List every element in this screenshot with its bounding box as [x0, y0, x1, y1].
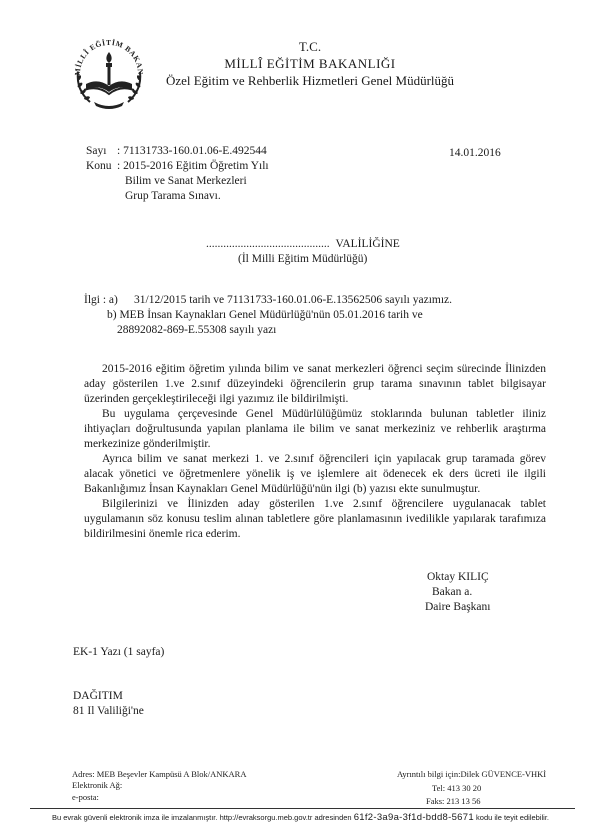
- signer-title-2: Daire Başkanı: [425, 601, 491, 613]
- footer-email: e-posta:: [72, 792, 99, 802]
- svg-text:T.C. MİLLÎ EĞİTİM BAKANLIĞI: MİLLÎ EĞİTİM BAKAN: [72, 37, 146, 76]
- document-date: 14.01.2016: [449, 147, 501, 159]
- ilgi-label: İlgi : a): [84, 294, 118, 306]
- footer-fax: Faks: 213 13 56: [426, 796, 481, 806]
- header-ministry: MİLLÎ EĞİTİM BAKANLIĞI: [224, 56, 396, 71]
- e-signature-verification: [52, 812, 549, 823]
- distribution-item: 81 Il Valiliği'ne: [73, 705, 144, 717]
- sayi-value: : 71131733-160.01.06-E.492544: [117, 145, 267, 157]
- addressee-dots: ...........................................: [206, 238, 330, 250]
- konu-line-2: Bilim ve Sanat Merkezleri: [125, 175, 247, 187]
- footer-tel: Tel: 413 30 20: [432, 783, 482, 793]
- body-paragraph-2: Bu uygulama çerçevesinde Genel Müdürlülüğümüz stoklarında bulunan tabletler iliniz ihtiyaçları doğrultusunda yapılan planlama ile bilim ve sanat merkeziniz ve rehberlik araştırma merkezinize gönderilmiştir.: [84, 408, 546, 450]
- footer-network: Elektronik Ağ:: [72, 780, 123, 790]
- header-country: T.C.: [298, 39, 322, 54]
- signer-name: Oktay KILIÇ: [427, 571, 489, 583]
- attachment-note: EK-1 Yazı (1 sayfa): [73, 646, 165, 658]
- distribution-heading: DAĞITIM: [73, 690, 123, 702]
- verify-prefix: Bu evrak güvenli elektronik imza ile imzalanmıştır. http://evraksorgu.meb.gov.tr adresinden: [52, 813, 352, 822]
- header-directorate: Özel Eğitim ve Rehberlik Hizmetleri Genel Müdürlüğü: [165, 73, 455, 88]
- ministry-seal-logo: [68, 28, 150, 112]
- signer-title-1: Bakan a.: [432, 586, 473, 598]
- footer-contact: Ayrıntılı bilgi için:Dilek GÜVENCE-VHKİ: [397, 769, 547, 779]
- addressee-line-1: [206, 237, 400, 252]
- footer-divider: [30, 808, 575, 809]
- reference-b-line-1: b) MEB İnsan Kaynakları Genel Müdürlüğü'nün 05.01.2016 tarih ve: [107, 309, 423, 321]
- verify-suffix: kodu ile teyit edilebilir.: [476, 813, 549, 822]
- verify-code: 61f2-3a9a-3f1d-bdd8-5671: [353, 812, 474, 823]
- footer-address: Adres: MEB Beşevler Kampüsü A Blok/ANKARA: [72, 769, 247, 779]
- body-paragraph-4: Bilgilerinizi ve İlinizden aday gösterilen 1.ve 2.sınıf öğrencilere uygulanacak tablet uygulamanın söz konusu teslim alınan tabletlere göre planlamasının ivedilikle yapılarak tarafımıza bildirilmesini önemle rica ederim.: [84, 498, 546, 540]
- sayi-label: Sayı: [86, 145, 107, 157]
- reference-a: 31/12/2015 tarih ve 71131733-160.01.06-E.13562506 sayılı yazımız.: [134, 294, 453, 306]
- konu-line-3: Grup Tarama Sınavı.: [125, 190, 221, 202]
- addressee-title: VALİLİĞİNE: [335, 238, 400, 250]
- body-paragraph-1: 2015-2016 eğitim öğretim yılında bilim ve sanat merkezleri öğrenci seçim sürecinde İlinizden aday gösterilen 1.ve 2.sınıf düzeyindeki öğrencilerin grup tarama sınavının tablet bilgisayar üzerinden gerçekleştirileceği ilgi yazımız ile bildirilmişti.: [84, 363, 546, 405]
- reference-b-line-2: 28892082-869-E.55308 sayılı yazı: [117, 324, 277, 336]
- addressee-line-2: (İl Milli Eğitim Müdürlüğü): [238, 253, 368, 265]
- konu-line-1: : 2015-2016 Eğitim Öğretim Yılı: [117, 160, 269, 172]
- konu-label: Konu: [86, 160, 112, 172]
- body-paragraph-3: Ayrıca bilim ve sanat merkezi 1. ve 2.sınıf öğrencileri için yapılacak grup taramada görev alacak yönetici ve öğretmenlere yönelik iş ve işlemlere ait ödenecek ek ders ücreti ile ilgili Bakanlığımız İnsan Kaynakları Genel Müdürlüğü'nün ilgi (b) yazısı ekte sunulmuştur.: [84, 453, 546, 495]
